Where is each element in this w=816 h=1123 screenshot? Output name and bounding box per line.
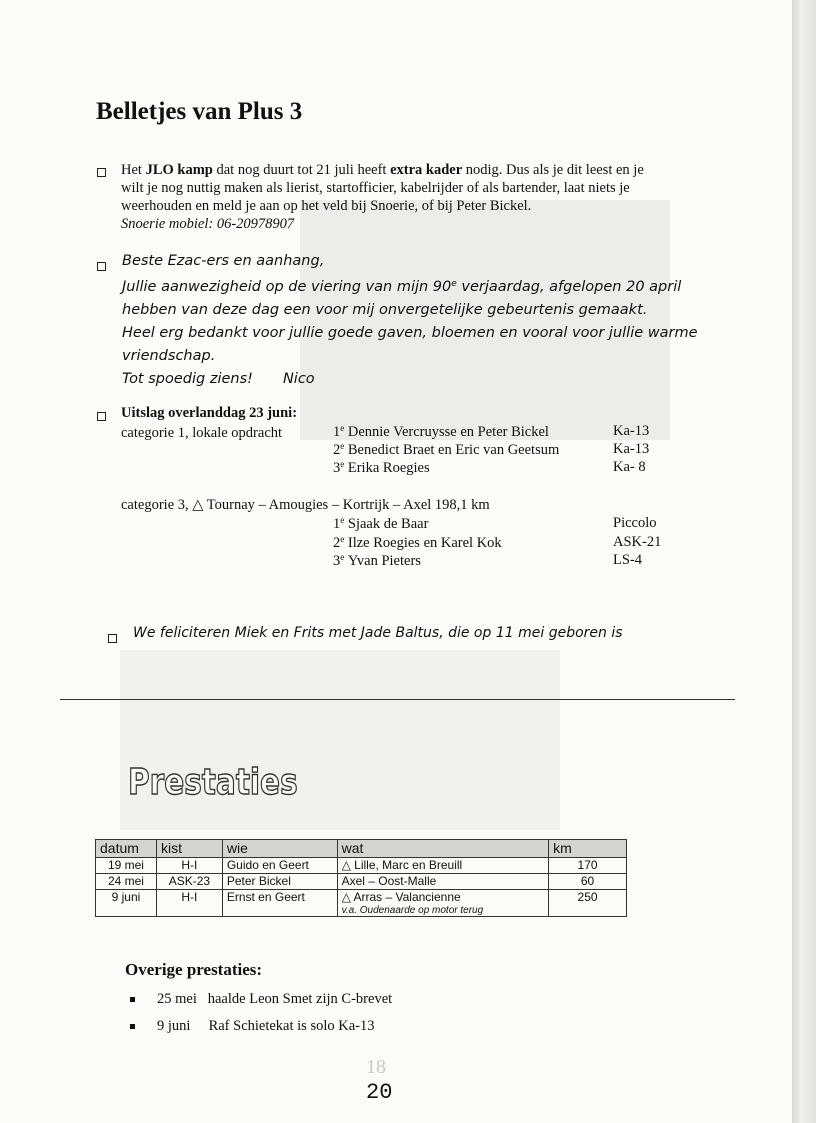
table-row (96, 858, 627, 874)
wat-note: v.a. Oudenaarde op motor terug (341, 905, 484, 916)
cell-kist: ASK-23 (156, 874, 222, 890)
overige-text: haalde Leon Smet zijn C-brevet (207, 991, 393, 1007)
cell-kist: H-I (156, 890, 222, 917)
result-row: 1e Sjaak de Baar (333, 515, 429, 532)
result-row: 1e Dennie Vercruysse en Peter Bickel (333, 423, 549, 440)
square-bullet-icon (130, 997, 135, 1002)
cell-wie: Guido en Geert (222, 858, 337, 874)
prestaties-heading: Prestaties (128, 762, 298, 803)
note-line: Heel erg bedankt voor jullie goede gaven, bloemen en vooral voor jullie warme (122, 325, 698, 341)
column-header: km (549, 840, 627, 858)
category-3-label: categorie 3, △ Tournay – Amougies – Kortrijk – Axel 198,1 km (121, 497, 490, 513)
category-1-label: categorie 1, lokale opdracht (121, 425, 283, 441)
overige-heading: Overige prestaties: (125, 960, 263, 979)
page-title: Belletjes van Plus 3 (96, 98, 303, 125)
bullet-icon (97, 262, 106, 271)
notice-line: weerhouden en meld je aan op het veld bij Snoerie, of bij Peter Bickel. (121, 198, 532, 214)
notice-bold-jlo: JLO kamp (145, 162, 213, 178)
cell-wie: Ernst en Geert (222, 890, 337, 917)
thank-you-note (122, 250, 732, 391)
prestaties-table (95, 839, 627, 917)
result-row: 3e Yvan Pieters (333, 552, 421, 569)
bullet-icon (97, 412, 106, 421)
superscript: e (451, 279, 457, 289)
cell-wat (337, 890, 549, 917)
notice-line: wilt je nog nuttig maken als lierist, startofficier, kabelrijder of als bartender, laat niets je (121, 180, 630, 196)
note-signature: Nico (282, 371, 315, 387)
cell-datum: 19 mei (96, 858, 157, 874)
result-plane: Ka- 8 (613, 459, 646, 475)
note-line: vriendschap. (122, 348, 216, 364)
overige-item (157, 991, 392, 1008)
overige-date: 9 juni (157, 1018, 191, 1034)
column-header: kist (156, 840, 222, 858)
page-number: 20 (366, 1080, 393, 1105)
uitslag-title: Uitslag overlanddag 23 juni: (121, 405, 298, 421)
square-bullet-icon (130, 1024, 135, 1029)
notice-text: dat nog duurt tot 21 juli heeft (212, 162, 391, 178)
binding-edge (792, 0, 816, 1123)
table-header-row (96, 840, 627, 858)
overige-item (157, 1018, 374, 1035)
result-row: 3e Erika Roegies (333, 459, 430, 476)
note-line: Jullie aanwezigheid op de viering van mijn 90 (122, 279, 452, 295)
cell-wat: Axel – Oost-Malle (337, 874, 549, 890)
table-row (96, 874, 627, 890)
column-header: wat (337, 840, 549, 858)
note-closing: Tot spoedig ziens! (122, 371, 253, 387)
cell-wie: Peter Bickel (222, 874, 337, 890)
column-header: datum (96, 840, 157, 858)
cell-kist: H-I (156, 858, 222, 874)
notice-text: Het (121, 162, 146, 178)
section-divider (60, 699, 735, 700)
bleed-through-photo-lower (120, 650, 560, 830)
cell-km: 60 (549, 874, 627, 890)
note-line: Beste Ezac-ers en aanhang, (122, 253, 325, 269)
note-line: verjaardag, afgelopen 20 april (456, 279, 682, 295)
result-plane: Piccolo (613, 515, 657, 531)
bullet-icon (97, 168, 106, 177)
wat-main: △ Arras – Valancienne (341, 890, 461, 904)
overige-date: 25 mei (157, 991, 197, 1007)
jlo-kamp-notice (121, 161, 721, 233)
note-line: hebben van deze dag een voor mij onvergetelijke gebeurtenis gemaakt. (122, 302, 648, 318)
bleed-through-page-number: 18 (366, 1056, 386, 1078)
birth-announcement: We feliciteren Miek en Frits met Jade Baltus, die op 11 mei geboren is (133, 625, 623, 641)
notice-bold-kader: extra kader (390, 162, 463, 178)
cell-wat: △ Lille, Marc en Breuill (337, 858, 549, 874)
result-plane: ASK-21 (613, 534, 662, 550)
cell-km: 170 (549, 858, 627, 874)
snoerie-phone: Snoerie mobiel: 06-20978907 (121, 216, 295, 232)
bullet-icon (108, 634, 117, 643)
table-row (96, 890, 627, 917)
triangle-icon: △ (192, 497, 204, 513)
result-plane: Ka-13 (613, 441, 650, 457)
notice-text: nodig. Dus als je dit leest en je (462, 162, 644, 178)
cell-km: 250 (549, 890, 627, 917)
cell-datum: 9 juni (96, 890, 157, 917)
cell-datum: 24 mei (96, 874, 157, 890)
result-plane: LS-4 (613, 552, 642, 568)
result-plane: Ka-13 (613, 423, 650, 439)
column-header: wie (222, 840, 337, 858)
overige-text: Raf Schietekat is solo Ka-13 (208, 1018, 375, 1034)
result-row: 2e Ilze Roegies en Karel Kok (333, 534, 502, 551)
result-row: 2e Benedict Braet en Eric van Geetsum (333, 441, 560, 458)
